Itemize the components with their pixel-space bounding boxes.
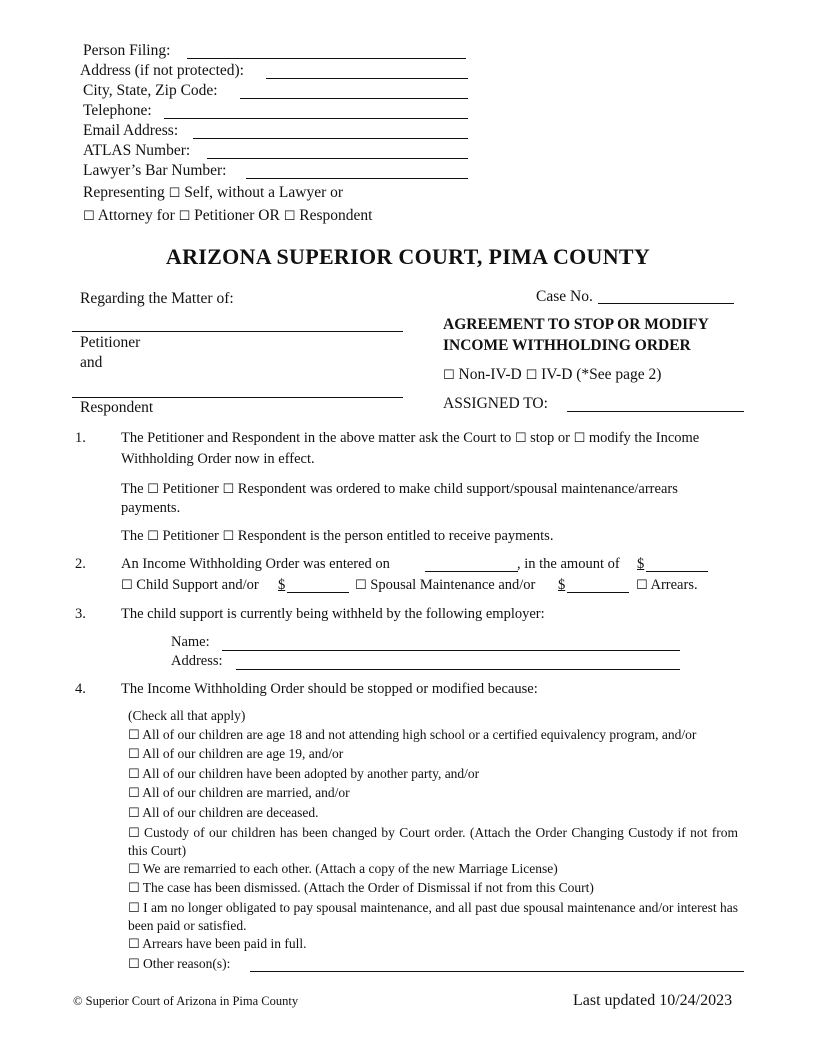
entered-date-field[interactable] bbox=[425, 571, 518, 572]
document-title-line2: INCOME WITHHOLDING ORDER bbox=[443, 337, 691, 354]
entitled-petitioner-label: Petitioner bbox=[162, 528, 219, 544]
child-support-checkbox[interactable]: ☐ bbox=[121, 578, 133, 593]
petitioner-party-checkbox[interactable]: ☐ bbox=[178, 209, 191, 224]
email-field[interactable] bbox=[193, 138, 468, 139]
reason-label: We are remarried to each other. (Attach a copy of the new Marriage License) bbox=[142, 861, 558, 876]
footer-copyright: © Superior Court of Arizona in Pima County bbox=[73, 994, 299, 1008]
attorney-label: Attorney for bbox=[97, 207, 175, 224]
reason-row bbox=[128, 746, 343, 762]
modify-checkbox[interactable]: ☐ bbox=[573, 431, 586, 446]
employer-address-label: Address: bbox=[171, 653, 223, 669]
petitioner-party-label: Petitioner OR bbox=[194, 207, 280, 224]
email-label: Email Address: bbox=[83, 122, 179, 139]
entitled-petitioner-checkbox[interactable]: ☐ bbox=[147, 529, 159, 544]
reason-checkbox[interactable]: ☐ bbox=[128, 806, 140, 821]
reason-checkbox[interactable]: ☐ bbox=[128, 786, 140, 801]
assigned-to-field[interactable] bbox=[567, 411, 744, 412]
reason-label: All of our children are married, and/or bbox=[142, 785, 350, 800]
bar-number-field[interactable] bbox=[246, 178, 468, 179]
reason-row bbox=[128, 956, 230, 972]
reason-row bbox=[128, 861, 558, 877]
atlas-label: ATLAS Number: bbox=[83, 142, 191, 159]
telephone-field[interactable] bbox=[164, 118, 468, 119]
reason-row bbox=[128, 899, 738, 934]
check-all-label: (Check all that apply) bbox=[128, 708, 246, 723]
person-filing-label: Person Filing: bbox=[83, 42, 171, 59]
attorney-checkbox[interactable]: ☐ bbox=[83, 209, 95, 224]
address-label: Address (if not protected): bbox=[80, 62, 244, 79]
respondent-label: Respondent bbox=[80, 399, 154, 416]
item-1-line1 bbox=[121, 430, 699, 447]
item-1-number: 1. bbox=[75, 430, 86, 446]
item-1-text: The Petitioner and Respondent in the above matter ask the Court to bbox=[121, 430, 512, 446]
respondent-party-checkbox[interactable]: ☐ bbox=[283, 209, 296, 224]
arrears-row bbox=[636, 577, 698, 594]
reason-label: All of our children have been adopted by another party, and/or bbox=[142, 766, 480, 781]
reason-row bbox=[128, 936, 306, 952]
bar-number-label: Lawyer’s Bar Number: bbox=[83, 162, 227, 179]
employer-name-label: Name: bbox=[171, 634, 210, 650]
reason-label: Custody of our children has been changed by Court order. (Attach the Order Changing Custody if not from this Court) bbox=[128, 825, 738, 858]
iv-d-label: IV-D (*See page 2) bbox=[541, 366, 662, 383]
reason-label: All of our children are age 18 and not attending high school or a certified equivalency program, and/or bbox=[142, 727, 697, 742]
address-field[interactable] bbox=[266, 78, 468, 79]
reason-checkbox[interactable]: ☐ bbox=[128, 728, 140, 743]
reason-row bbox=[128, 880, 594, 896]
cs-row bbox=[121, 577, 259, 594]
reason-checkbox[interactable]: ☐ bbox=[128, 826, 140, 841]
reason-row bbox=[128, 727, 696, 743]
item-2-amount-label: , in the amount of bbox=[517, 556, 620, 572]
reason-checkbox[interactable]: ☐ bbox=[128, 937, 140, 952]
ordered-petitioner-checkbox[interactable]: ☐ bbox=[147, 482, 159, 497]
case-no-field[interactable] bbox=[598, 303, 734, 304]
assigned-to-label: ASSIGNED TO: bbox=[443, 395, 548, 412]
reason-label: I am no longer obligated to pay spousal maintenance, and all past due spousal maintenance and/or interest has been paid or satisfied. bbox=[128, 900, 739, 933]
ordered-respondent-checkbox[interactable]: ☐ bbox=[222, 482, 235, 497]
city-label: City, State, Zip Code: bbox=[83, 82, 218, 99]
petitioner-name-field[interactable] bbox=[72, 331, 403, 332]
stop-label: stop or bbox=[530, 430, 570, 446]
entitled-respondent-label: Respondent is the person entitled to receive payments. bbox=[237, 528, 554, 544]
reason-checkbox[interactable]: ☐ bbox=[128, 767, 140, 782]
reason-checkbox[interactable]: ☐ bbox=[128, 881, 140, 896]
regarding-label: Regarding the Matter of: bbox=[80, 290, 234, 307]
stop-checkbox[interactable]: ☐ bbox=[514, 431, 527, 446]
cs-dollar: $ bbox=[278, 577, 286, 593]
respondent-name-field[interactable] bbox=[72, 397, 403, 398]
amount-field[interactable] bbox=[646, 571, 708, 572]
ordered-petitioner-label: Petitioner bbox=[162, 481, 219, 497]
footer-updated: Last updated 10/24/2023 bbox=[573, 992, 733, 1009]
non-iv-d-checkbox[interactable]: ☐ bbox=[443, 368, 455, 383]
employer-name-field[interactable] bbox=[222, 650, 680, 651]
ordered-the: The bbox=[121, 481, 144, 497]
atlas-field[interactable] bbox=[207, 158, 468, 159]
other-reason-field[interactable] bbox=[250, 971, 744, 972]
reason-label: The case has been dismissed. (Attach the Order of Dismissal if not from this Court) bbox=[142, 880, 594, 895]
ordered-respondent-label: Respondent was ordered to make child support/spousal maintenance/arrears bbox=[237, 481, 678, 497]
reason-checkbox[interactable]: ☐ bbox=[128, 957, 140, 972]
self-checkbox[interactable]: ☐ bbox=[168, 186, 181, 201]
attorney-row bbox=[83, 207, 372, 225]
item-2-text: An Income Withholding Order was entered on bbox=[121, 556, 390, 572]
reason-row bbox=[128, 805, 318, 821]
non-iv-d-label: Non-IV-D bbox=[458, 366, 522, 383]
spousal-maintenance-label: Spousal Maintenance and/or bbox=[370, 577, 536, 593]
self-label: Self, without a Lawyer or bbox=[184, 184, 344, 201]
sm-row bbox=[355, 577, 535, 594]
item-4-text: The Income Withholding Order should be stopped or modified because: bbox=[121, 681, 538, 697]
arrears-label: Arrears. bbox=[650, 577, 698, 593]
item-4-number: 4. bbox=[75, 681, 86, 697]
ordered-line2: payments. bbox=[121, 500, 181, 516]
reason-checkbox[interactable]: ☐ bbox=[128, 747, 140, 762]
item-3-text: The child support is currently being withheld by the following employer: bbox=[121, 606, 545, 622]
reason-checkbox[interactable]: ☐ bbox=[128, 862, 140, 877]
reason-label: All of our children are age 19, and/or bbox=[142, 746, 344, 761]
ordered-row bbox=[121, 481, 678, 498]
amount-dollar: $ bbox=[637, 556, 645, 572]
telephone-label: Telephone: bbox=[83, 102, 152, 119]
representing-row bbox=[83, 184, 343, 202]
and-label: and bbox=[80, 354, 103, 371]
item-1-line2: Withholding Order now in effect. bbox=[121, 451, 315, 467]
entitled-respondent-checkbox[interactable]: ☐ bbox=[222, 529, 235, 544]
case-no-label: Case No. bbox=[536, 288, 593, 305]
representing-label: Representing bbox=[83, 184, 165, 201]
court-title: ARIZONA SUPERIOR COURT, PIMA COUNTY bbox=[165, 244, 651, 269]
city-field[interactable] bbox=[240, 98, 468, 99]
arrears-checkbox[interactable]: ☐ bbox=[636, 578, 648, 593]
petitioner-label: Petitioner bbox=[80, 334, 141, 351]
person-filing-field[interactable] bbox=[187, 58, 466, 59]
item-2-number: 2. bbox=[75, 556, 86, 572]
sm-dollar: $ bbox=[558, 577, 566, 593]
item-3-number: 3. bbox=[75, 606, 86, 622]
spousal-maintenance-amount-field[interactable] bbox=[567, 592, 629, 593]
reason-checkbox[interactable]: ☐ bbox=[128, 901, 140, 916]
reason-row bbox=[128, 785, 350, 801]
reason-label: Other reason(s): bbox=[143, 956, 231, 971]
modify-label: modify the Income bbox=[588, 430, 700, 446]
entitled-row bbox=[121, 528, 553, 545]
respondent-party-label: Respondent bbox=[299, 207, 373, 224]
iv-d-checkbox[interactable]: ☐ bbox=[525, 368, 538, 383]
document-title-line1: AGREEMENT TO STOP OR MODIFY bbox=[443, 316, 709, 333]
child-support-label: Child Support and/or bbox=[136, 577, 259, 593]
reason-row bbox=[128, 766, 479, 782]
entitled-the: The bbox=[121, 528, 144, 544]
employer-address-field[interactable] bbox=[236, 669, 680, 670]
iv-d-row bbox=[443, 366, 661, 384]
reason-label: Arrears have been paid in full. bbox=[142, 936, 307, 951]
reason-label: All of our children are deceased. bbox=[142, 805, 319, 820]
spousal-maintenance-checkbox[interactable]: ☐ bbox=[355, 578, 367, 593]
child-support-amount-field[interactable] bbox=[287, 592, 349, 593]
reason-row bbox=[128, 824, 738, 859]
